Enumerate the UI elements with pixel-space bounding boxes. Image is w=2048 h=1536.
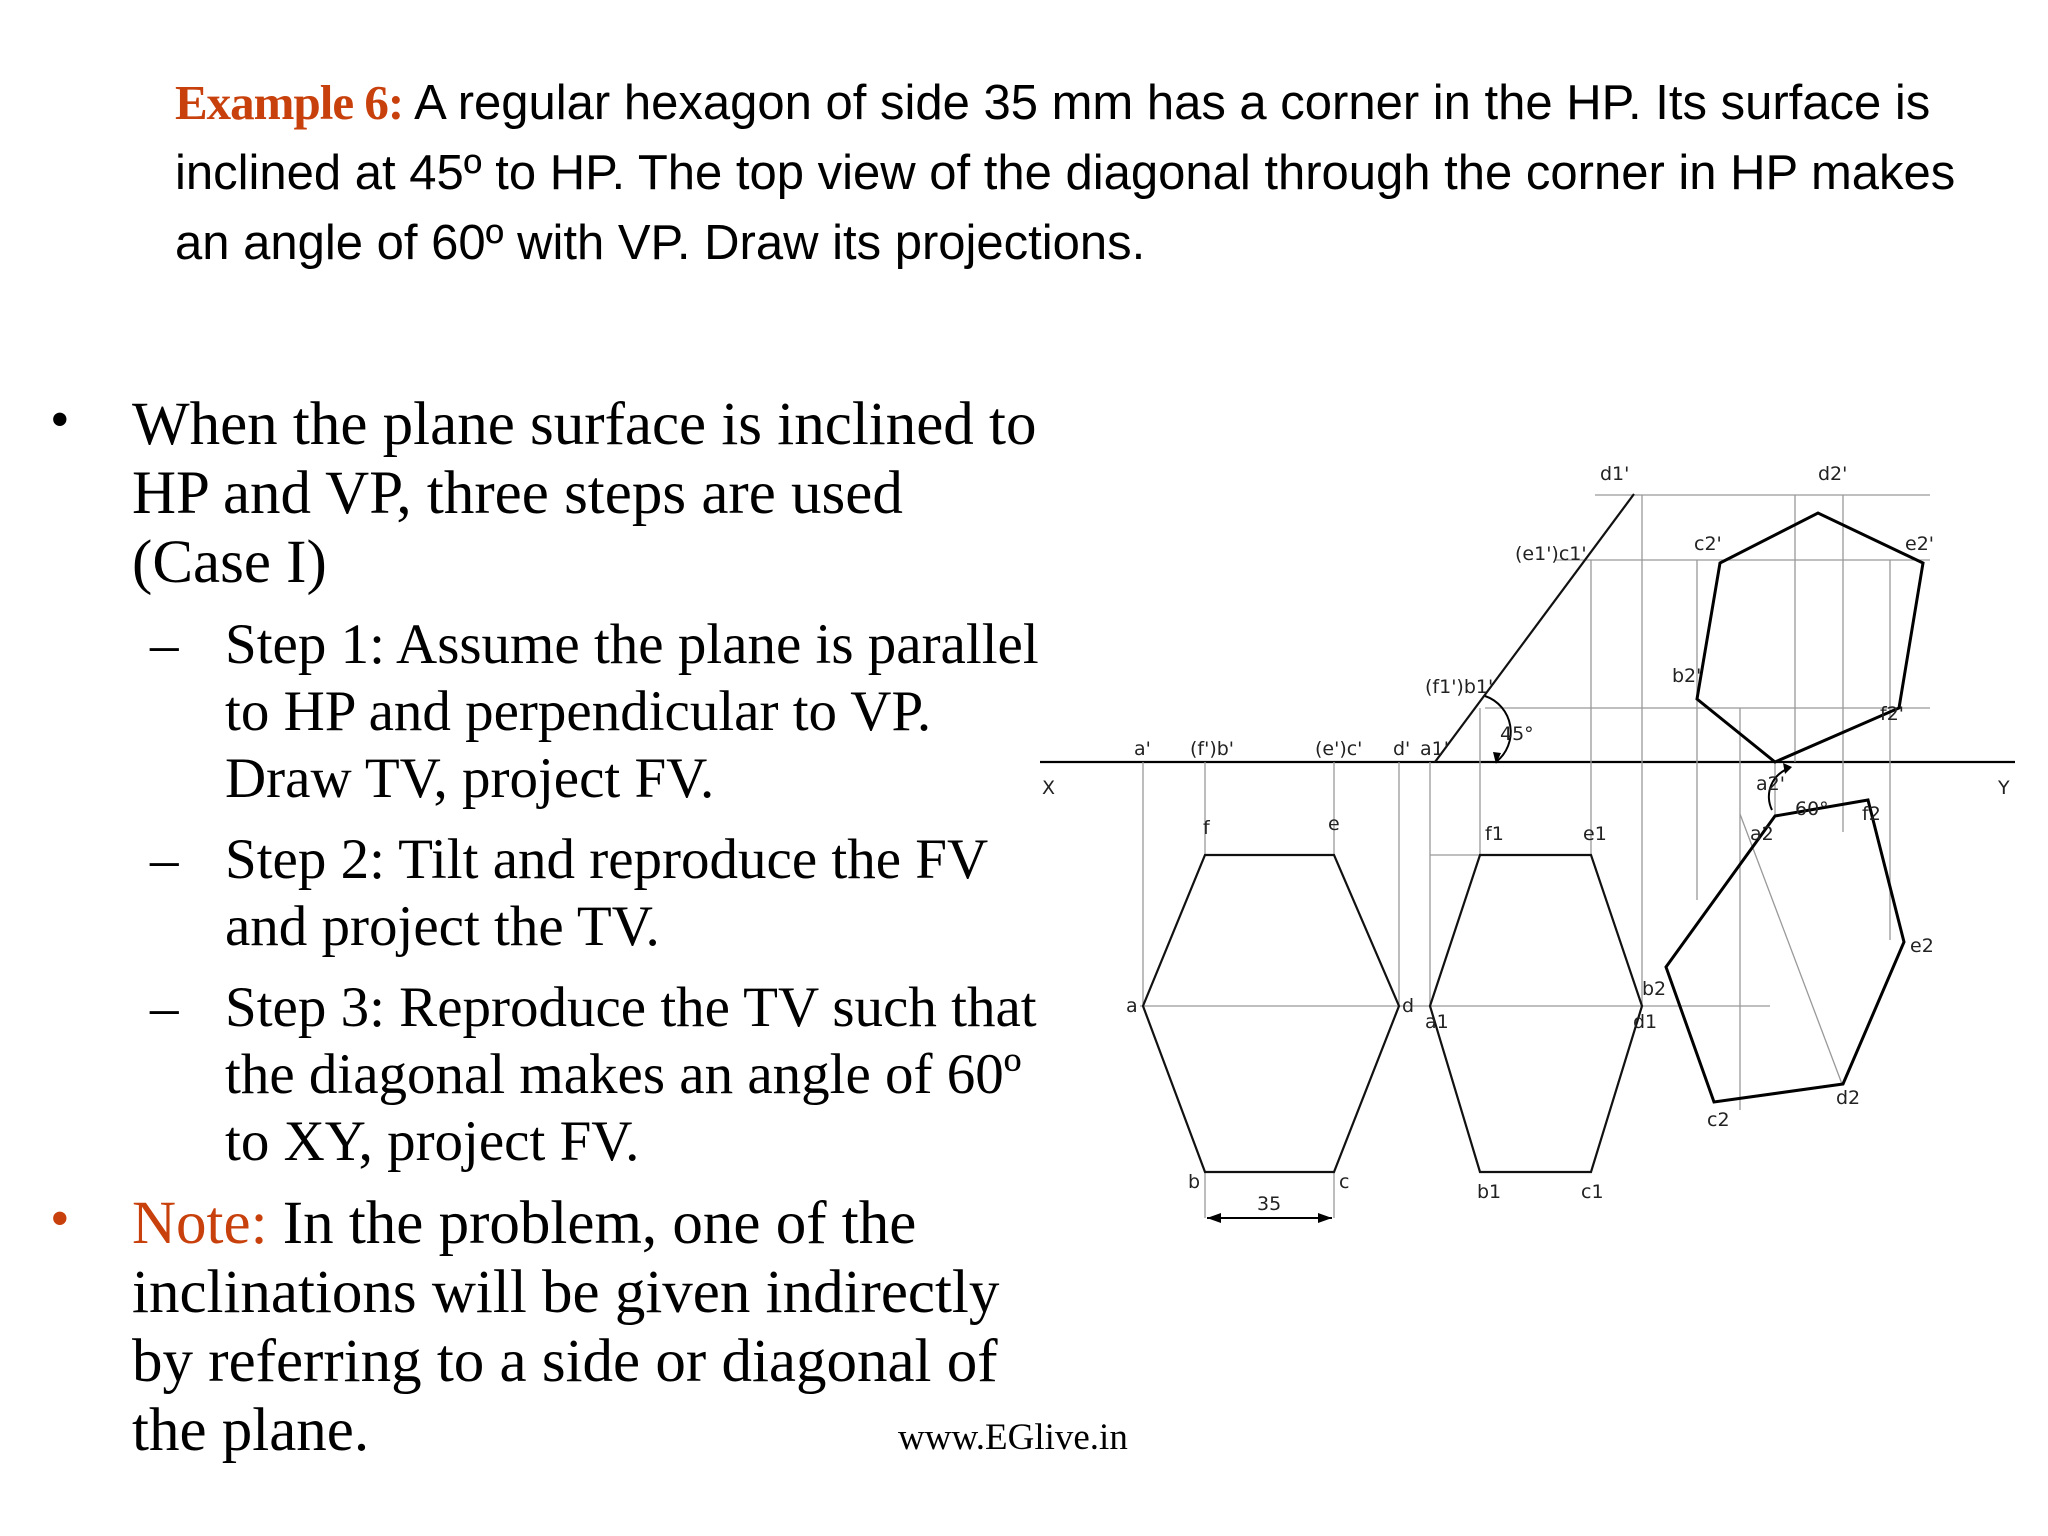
dim-35-label: 35 — [1257, 1193, 1282, 1215]
label-e1-c1-prime: (e1')c1' — [1515, 543, 1587, 565]
projection-drawing — [1030, 450, 2030, 1280]
label-c1: c1 — [1581, 1181, 1604, 1203]
label-f2: f2 — [1862, 803, 1881, 825]
step-text: Step 1: Assume the plane is parallel to HP and perpendicular to VP. Draw TV, project FV. — [225, 613, 1039, 810]
step-text: Step 2: Tilt and reproduce the FV and project the TV. — [225, 828, 988, 958]
dim-arrow-right-icon — [1318, 1213, 1332, 1223]
label-d: d — [1402, 995, 1415, 1017]
label-f1-b1-prime: (f1')b1' — [1425, 676, 1494, 698]
example-label: Example 6: — [175, 75, 404, 130]
label-a: a — [1126, 995, 1138, 1017]
bullet-dot-icon: • — [50, 389, 70, 451]
step-item — [50, 974, 1050, 1175]
label-f2-prime: f2' — [1880, 703, 1905, 725]
label-d2: d2 — [1836, 1087, 1861, 1109]
label-b2-prime: b2' — [1672, 665, 1702, 687]
dash-icon: – — [150, 828, 179, 891]
label-c2: c2 — [1707, 1109, 1730, 1131]
label-b: b — [1188, 1171, 1201, 1193]
y-label: Y — [1998, 777, 2010, 799]
hexagon-tv-step3 — [1666, 800, 1904, 1102]
angle-60-label: 60° — [1795, 798, 1829, 820]
label-d-prime: d' — [1393, 738, 1411, 760]
example-problem-text: A regular hexagon of side 35 mm has a corner in the HP. Its surface is inclined at 45º to HP. The top view of the diagonal through the corner in HP makes an angle of 60º with VP. Draw its projections. — [175, 76, 1956, 270]
label-a-prime: a' — [1134, 738, 1151, 760]
label-f: f — [1203, 817, 1210, 839]
label-b2: b2 — [1642, 978, 1667, 1000]
projector-lines — [1140, 495, 1930, 1218]
bullet-intro-text: When the plane surface is inclined to HP and VP, three steps are used (Case I) — [132, 391, 1037, 596]
label-f1: f1 — [1485, 823, 1504, 845]
bullet-dot-icon: • — [50, 1188, 70, 1250]
bullet-list — [50, 390, 1050, 1465]
bullet-intro — [50, 390, 1050, 597]
example-heading — [175, 68, 1975, 278]
step-item — [50, 611, 1050, 812]
label-e2: e2 — [1910, 935, 1934, 957]
label-d1-prime: d1' — [1600, 463, 1630, 485]
hexagon-tv-step1 — [1143, 855, 1399, 1172]
label-b1: b1 — [1477, 1181, 1502, 1203]
label-d1: d1 — [1633, 1011, 1658, 1033]
label-e1: e1 — [1583, 823, 1607, 845]
label-e: e — [1328, 813, 1340, 835]
fv-edge-step2 — [1435, 494, 1634, 762]
dash-icon: – — [150, 613, 179, 676]
x-label: X — [1042, 777, 1056, 799]
hexagon-tv-step2 — [1430, 855, 1642, 1172]
label-c: c — [1339, 1171, 1350, 1193]
label-a1: a1 — [1425, 1011, 1449, 1033]
step-item — [50, 826, 1050, 960]
note-label: Note: — [132, 1190, 268, 1257]
note-text: In the problem, one of the inclinations will be given indirectly by referring to a side or diagonal of the plane. — [132, 1190, 1000, 1464]
label-d2-prime: d2' — [1818, 463, 1848, 485]
angle-45-label: 45° — [1500, 723, 1534, 745]
step-text: Step 3: Reproduce the TV such that the diagonal makes an angle of 60º to XY, project FV. — [225, 976, 1037, 1173]
label-f-b-prime: (f')b' — [1190, 738, 1235, 760]
label-e2-prime: e2' — [1905, 533, 1935, 555]
label-a2-prime: a2' — [1756, 773, 1785, 795]
label-c2-prime: c2' — [1694, 533, 1722, 555]
label-a2: a2 — [1750, 823, 1774, 845]
label-a1-prime: a1' — [1420, 738, 1449, 760]
label-e-c-prime: (e')c' — [1315, 738, 1363, 760]
dash-icon: – — [150, 976, 179, 1039]
footer-url: www.EGlive.in — [898, 1417, 1128, 1458]
dim-arrow-left-icon — [1207, 1213, 1221, 1223]
